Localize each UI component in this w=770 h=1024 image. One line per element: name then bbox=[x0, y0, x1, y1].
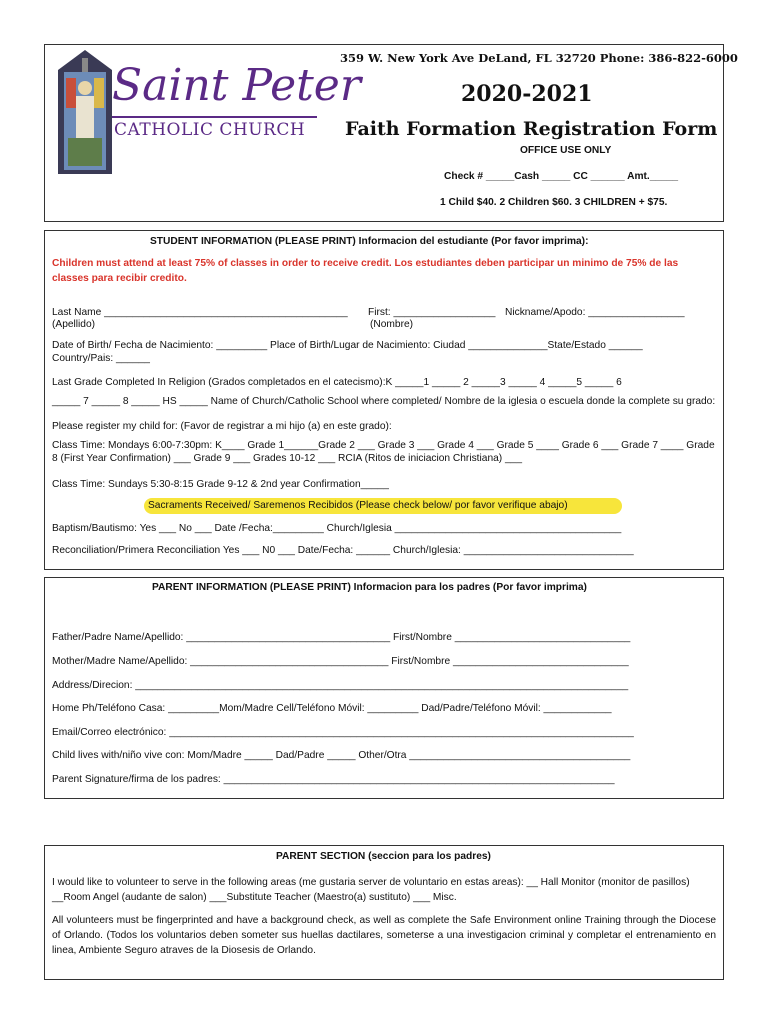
country-field[interactable]: Country/Pais: ______ bbox=[52, 353, 150, 364]
volunteer-text: I would like to volunteer to serve in the following areas (me gustaria server de voluntario en estas areas): __ Hall Monitor (monitor de pasillos) __Room Angel (audante de salon) ___Substitute Teacher (Maestro(a) sustituto) ___ Misc. bbox=[52, 877, 690, 903]
parent-section-heading: PARENT SECTION (seccion para los padres) bbox=[276, 851, 491, 862]
student-heading: STUDENT INFORMATION (PLEASE PRINT) Informacion del estudiante (Por favor imprima): bbox=[150, 236, 589, 247]
baptism-field[interactable]: Baptism/Bautismo: Yes ___ No ___ Date /Fecha:_________ Church/Iglesia ________________________________________ bbox=[52, 523, 622, 534]
logo-caps-text: CATHOLIC CHURCH bbox=[114, 120, 306, 140]
lives-with-field[interactable]: Child lives with/niño vive con: Mom/Madre _____ Dad/Padre _____ Other/Otra _______________________________________ bbox=[52, 750, 631, 761]
nickname-field[interactable]: Nickname/Apodo: _________________ bbox=[505, 307, 685, 318]
office-use-label: OFFICE USE ONLY bbox=[520, 145, 612, 156]
church-address: 359 W. New York Ave DeLand, FL 32720 Phone: 386-822-6000 bbox=[340, 51, 738, 65]
form-title: Faith Formation Registration Form bbox=[345, 118, 718, 140]
nombre-label: (Nombre) bbox=[370, 319, 414, 330]
address-field[interactable]: Address/Direcion: _______________________________________________________________________________________ bbox=[52, 680, 629, 691]
attendance-notice: Children must attend at least 75% of classes in order to receive credit. Los estudiantes deben participar un minimo de 75% de las classes para recibir credito. bbox=[52, 258, 679, 284]
class-time-monday[interactable]: Class Time: Mondays 6:00-7:30pm: K____ Grade 1______Grade 2 ___ Grade 3 ___ Grade 4 ___ Grade 5 ____ Grade 6 ___ Grade 7 ____ Grade 8 (First Year Confirmation) ___ Grade 9 ___ Grades 10-12 ___ RCIA (Ritos de iniciacion Christiana) ___ bbox=[52, 440, 715, 464]
phones-field[interactable]: Home Ph/Teléfono Casa: _________Mom/Madre Cell/Teléfono Móvil: _________ Dad/Padre/Teléfono Móvil: ____________ bbox=[52, 703, 612, 714]
church-window-logo bbox=[54, 48, 116, 176]
fingerprint-text: All volunteers must be fingerprinted and have a background check, as well as complete the Safe Environment online Training through the Diocese of Orlando. (Todos los voluntarios deben someter sus huellas dactilares, someterse a una investigacion criminal y completar el entrenamiento en linea, Ambiente Seguro atraves de la Diosesis de Orlando. bbox=[52, 915, 716, 956]
email-field[interactable]: Email/Correo electrónico: __________________________________________________________________________________ bbox=[52, 727, 634, 738]
mother-name-field[interactable]: Mother/Madre Name/Apellido: ___________________________________ First/Nombre _______________________________ bbox=[52, 656, 629, 667]
logo-rule bbox=[112, 116, 317, 118]
father-name-field[interactable]: Father/Padre Name/Apellido: ____________________________________ First/Nombre _______________________________ bbox=[52, 632, 631, 643]
parent-heading: PARENT INFORMATION (PLEASE PRINT) Informacion para los padres (Por favor imprima) bbox=[152, 582, 587, 593]
apellido-label: (Apellido) bbox=[52, 319, 96, 330]
dob-field[interactable]: Date of Birth/ Fecha de Nacimiento: _________ Place of Birth/Lugar de Nacimiento: Ciudad ______________State/Estado ______ bbox=[52, 340, 643, 351]
last-name-field[interactable]: Last Name ___________________________________________ bbox=[52, 307, 348, 318]
fee-schedule: 1 Child $40. 2 Children $60. 3 CHILDREN + $75. bbox=[440, 197, 668, 208]
first-name-field[interactable]: First: __________________ bbox=[368, 307, 496, 318]
sacraments-label: Sacraments Received/ Saremenos Recibidos (Please check below/ por favor verifique abajo) bbox=[148, 500, 568, 511]
logo-script-text: Saint Peter bbox=[112, 60, 361, 111]
last-grade-field[interactable]: Last Grade Completed In Religion (Grados completados en el catecismo):K _____1 _____ 2 _____3 _____ 4 _____5 _____ 6 bbox=[52, 377, 622, 388]
parent-signature-field[interactable]: Parent Signature/firma de los padres: _____________________________________________________________________ bbox=[52, 774, 615, 785]
register-child-label: Please register my child for: (Favor de registrar a mi hijo (a) en este grado): bbox=[52, 421, 392, 432]
reconciliation-field[interactable]: Reconciliation/Primera Reconciliation Yes ___ N0 ___ Date/Fecha: ______ Church/Iglesia: ______________________________ bbox=[52, 545, 634, 556]
grades-7-hs-field[interactable]: _____ 7 _____ 8 _____ HS _____ Name of Church/Catholic School where completed/ Nombre de la iglesia o escuela donde la complete su grado: bbox=[52, 396, 716, 407]
check-line: Check # _____Cash _____ CC ______ Amt._____ bbox=[444, 171, 679, 182]
class-time-sunday[interactable]: Class Time: Sundays 5:30-8:15 Grade 9-12 & 2nd year Confirmation_____ bbox=[52, 479, 389, 490]
form-year: 2020-2021 bbox=[461, 81, 593, 107]
